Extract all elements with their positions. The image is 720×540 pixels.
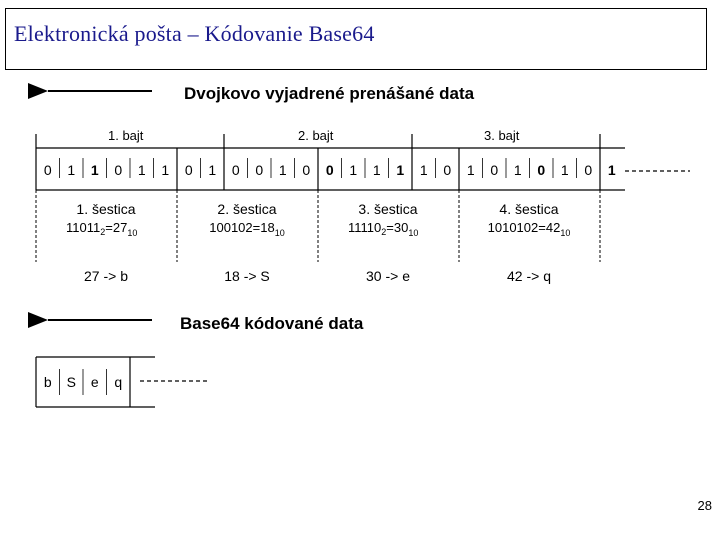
byte-label-2: 2. bajt <box>298 128 334 143</box>
bit-value: 1 <box>513 162 522 178</box>
sextet-value-3: $11110_2=30_{10}$ <box>348 220 419 238</box>
bit-value: 1 <box>560 162 569 178</box>
byte-label-1: 1. bajt <box>108 128 144 143</box>
encoded-heading: Base64 kódované data <box>180 314 364 333</box>
bit-value: 1 <box>161 162 170 178</box>
encoded-char: S <box>66 374 76 390</box>
bit-value: 0 <box>114 162 123 178</box>
sextet-label-1: 1. šestica <box>76 201 136 217</box>
sextet-value-1: $11011_2=27_{10}$ <box>66 220 138 238</box>
sextet-value-4: $1010102=42_{10}$ <box>487 220 571 238</box>
binary-heading: Dvojkovo vyjadrené prenášané data <box>184 84 475 103</box>
bit-value: 1 <box>208 162 217 178</box>
bit-value: 1 <box>607 162 616 178</box>
bit-strip <box>36 148 690 190</box>
bit-value: 0 <box>537 162 546 178</box>
bit-value: 1 <box>396 162 405 178</box>
encoded-char: b <box>43 374 52 390</box>
bit-value: 1 <box>419 162 428 178</box>
bit-value: 1 <box>372 162 381 178</box>
slide-title: Elektronická pošta – Kódovanie Base64 <box>14 21 375 46</box>
encoded-char: e <box>90 374 99 390</box>
bit-value: 0 <box>231 162 240 178</box>
bit-value: 0 <box>302 162 311 178</box>
sextet-label-4: 4. šestica <box>499 201 559 217</box>
bit-value: 0 <box>184 162 193 178</box>
bit-value: 1 <box>278 162 287 178</box>
bit-value: 1 <box>466 162 475 178</box>
sextet-mapping-4: 42 -> q <box>507 268 551 284</box>
bit-value: 0 <box>255 162 264 178</box>
bit-value: 0 <box>584 162 593 178</box>
sextet-value-2: $100102=18_{10}$ <box>209 220 285 238</box>
sextet-mapping-1: 27 -> b <box>84 268 128 284</box>
sextet-label-2: 2. šestica <box>217 201 277 217</box>
page-number: 28 <box>697 498 712 513</box>
bit-value: 1 <box>349 162 358 178</box>
bit-value: 0 <box>325 162 334 178</box>
bit-value: 0 <box>43 162 52 178</box>
byte-label-3: 3. bajt <box>484 128 520 143</box>
sextet-mapping-2: 18 -> S <box>224 268 270 284</box>
bit-value: 1 <box>67 162 76 178</box>
sextet-mapping-3: 30 -> e <box>366 268 410 284</box>
bit-value: 0 <box>443 162 452 178</box>
sextet-label-3: 3. šestica <box>358 201 418 217</box>
encoded-strip <box>36 357 210 407</box>
encoded-char: q <box>114 374 123 390</box>
bit-value: 0 <box>490 162 499 178</box>
bit-value: 1 <box>137 162 146 178</box>
bit-value: 1 <box>90 162 99 178</box>
